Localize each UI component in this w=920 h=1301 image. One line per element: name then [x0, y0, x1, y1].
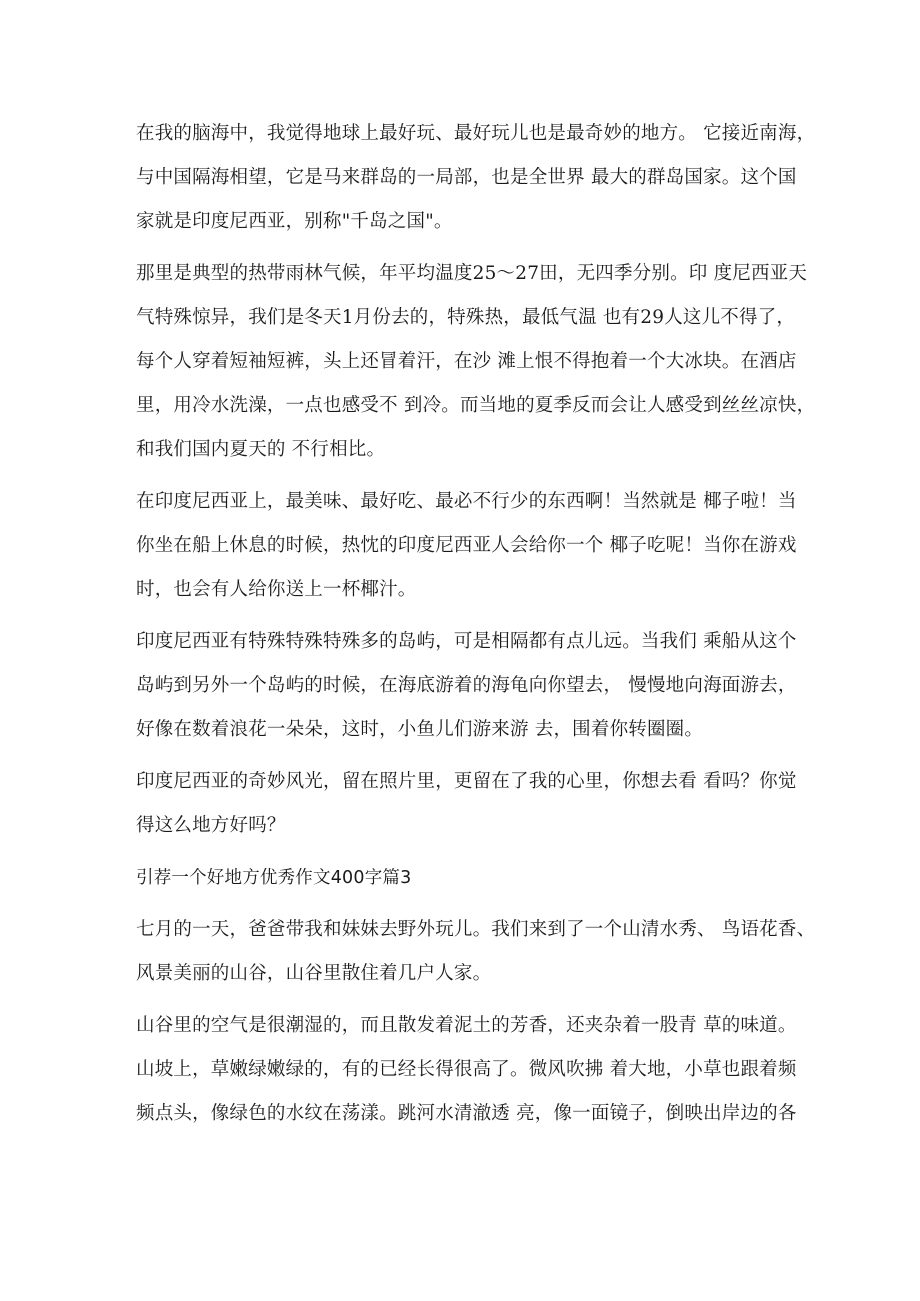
text-line: 时，也会有人给你送上一杯椰汁。 — [136, 579, 417, 600]
text-line: 七月的一天，爸爸带我和妹妹去野外玩儿。我们来到了一个山清水秀、 鸟语花香、 — [136, 919, 816, 940]
section-heading — [136, 856, 796, 900]
text-line: 印度尼西亚的奇妙风光，留在照片里，更留在了我的心里，你想去看 看吗？你觉 — [136, 771, 797, 792]
text-line: 印度尼西亚有特殊特殊特殊多的岛屿，可是相隔都有点儿远。当我们 乘船从这个 — [136, 631, 797, 652]
document-body — [136, 112, 816, 1144]
paragraph — [136, 1004, 796, 1136]
text-line: 在印度尼西亚上，最美味、最好吃、最必不行少的东西啊！当然就是 椰子啦！当 — [136, 491, 797, 512]
text-line: 气特殊惊异，我们是冬天1月份去的，特殊热，最低气温 也有29人这儿不得了， — [136, 307, 796, 328]
text-line: 你坐在船上休息的时候，热忱的印度尼西亚人会给你一个 椰子吃呢！当你在游戏 — [136, 535, 797, 556]
text-line: 在我的脑海中，我觉得地球上最好玩、最好玩儿也是最奇妙的地方。 它接近南海， — [136, 123, 816, 144]
text-line: 与中国隔海相望，它是马来群岛的一局部，也是全世界 最大的群岛国家。这个国 — [136, 167, 797, 188]
paragraph — [136, 620, 796, 752]
text-line: 和我们国内夏天的 不行相比。 — [136, 439, 386, 460]
text-line: 山坡上，草嫩绿嫩绿的，有的已经长得很高了。微风吹拂 着大地，小草也跟着频 — [136, 1059, 797, 1080]
text-line: 家就是印度尼西亚，别称"千岛之国"。 — [136, 211, 453, 232]
text-line: 每个人穿着短袖短裤，头上还冒着汗，在沙 滩上恨不得抱着一个大冰块。在酒店 — [136, 351, 797, 372]
text-line: 那里是典型的热带雨林气候，年平均温度25～27田，无四季分别。印 度尼西亚天 — [136, 263, 808, 284]
text-line: 频点头，像绿色的水纹在荡漾。跳河水清澈透 亮，像一面镜子，倒映出岸边的各 — [136, 1103, 797, 1124]
heading-text: 引荐一个好地方优秀作文400字篇3 — [136, 868, 412, 888]
paragraph — [136, 480, 796, 612]
text-line: 好像在数着浪花一朵朵，这时，小鱼儿们游来游 去，围着你转圈圈。 — [136, 719, 704, 740]
paragraph — [136, 252, 816, 472]
text-line: 岛屿到另外一个岛屿的时候，在海底游着的海龟向你望去， 慢慢地向海面游去， — [136, 675, 797, 696]
text-line: 山谷里的空气是很潮湿的，而且散发着泥土的芳香，还夹杂着一股青 草的味道。 — [136, 1015, 797, 1036]
text-line: 里，用冷水洗澡，一点也感受不 到冷。而当地的夏季反而会让人感受到丝丝凉快， — [136, 395, 816, 416]
paragraph — [136, 908, 816, 996]
paragraph — [136, 112, 816, 244]
text-line: 风景美丽的山谷，山谷里散住着几户人家。 — [136, 963, 492, 984]
text-line: 得这么地方好吗？ — [136, 815, 286, 836]
paragraph — [136, 760, 796, 848]
